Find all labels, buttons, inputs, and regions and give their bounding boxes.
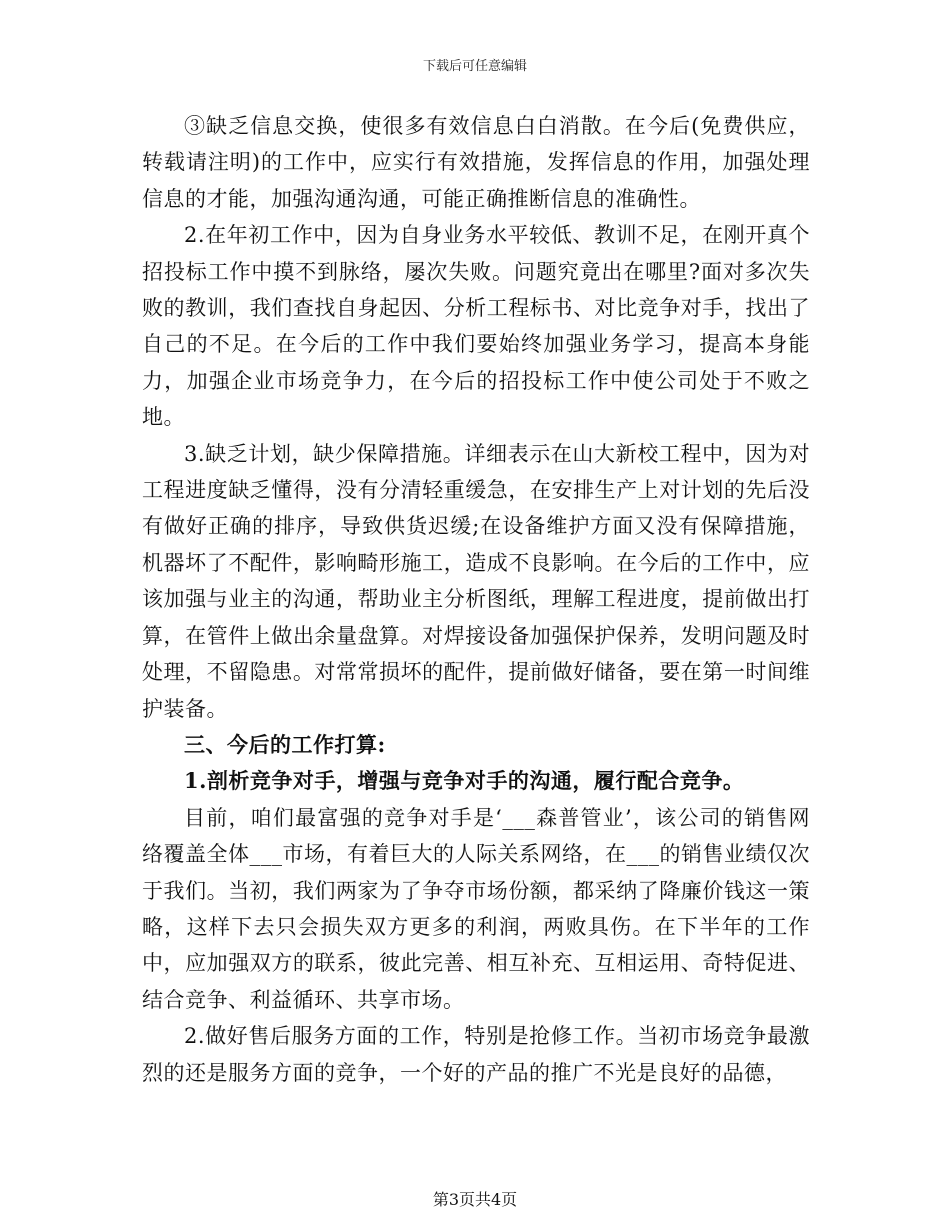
subsection-heading: 1.剖析竞争对手，增强与竞争对手的沟通，履行配合竞争。: [184, 768, 745, 794]
section-heading: 三、今后的工作打算:: [184, 731, 386, 757]
paragraph: 目前，咱们最富强的竞争对手是‘___森普管业’，该公司的销售网络覆盖全体___市场，有着巨大的人际关系网络，在___的销售业绩仅次于我们。当初，我们两家为了争夺市场份额，都采纳了降廉价钱这一策略，这样下去只会损失双方更多的利润，两败具伤。在下半年的工作中，应加强双方的联系，彼此完善、相互补充、互相运用、奇特促进、结合竞争、利益循环、共享市场。: [142, 805, 810, 1012]
page-header: 下载后可任意编辑: [422, 59, 527, 74]
document-body: [142, 108, 810, 1091]
paragraph: 3.缺乏计划，缺少保障措施。详细表示在山大新校工程中，因为对工程进度缺乏懂得，没有分清轻重缓急，在安排生产上对计划的先后没有做好正确的排序，导致供货迟缓;在设备维护方面又没有保障措施，机器坏了不配件，影响畸形施工，造成不良影响。在今后的工作中，应该加强与业主的沟通，帮助业主分析图纸，理解工程进度，提前做出打算，在管件上做出余量盘算。对焊接设备加强保护保养，发明问题及时处理，不留隐患。对常常损坏的配件，提前做好储备，要在第一时间维护装备。: [142, 441, 810, 721]
page-footer: 第3页共4页: [432, 1190, 518, 1209]
paragraph: 2.做好售后服务方面的工作，特别是抢修工作。当初市场竞争最激烈的还是服务方面的竞争，一个好的产品的推广不光是良好的品德，: [142, 1024, 810, 1085]
paragraph: 2.在年初工作中，因为自身业务水平较低、教训不足，在刚开真个招投标工作中摸不到脉络，屡次失败。问题究竟出在哪里?面对多次失败的教训，我们查找自身起因、分析工程标书、对比竞争对手，找出了自己的不足。在今后的工作中我们要始终加强业务学习，提高本身能力，加强企业市场竞争力，在今后的招投标工作中使公司处于不败之地。: [142, 223, 810, 430]
paragraph: ③缺乏信息交换，使很多有效信息白白消散。在今后(免费供应，转载请注明)的工作中，应实行有效措施，发挥信息的作用，加强处理信息的才能，加强沟通沟通，可能正确推断信息的准确性。: [142, 114, 810, 211]
